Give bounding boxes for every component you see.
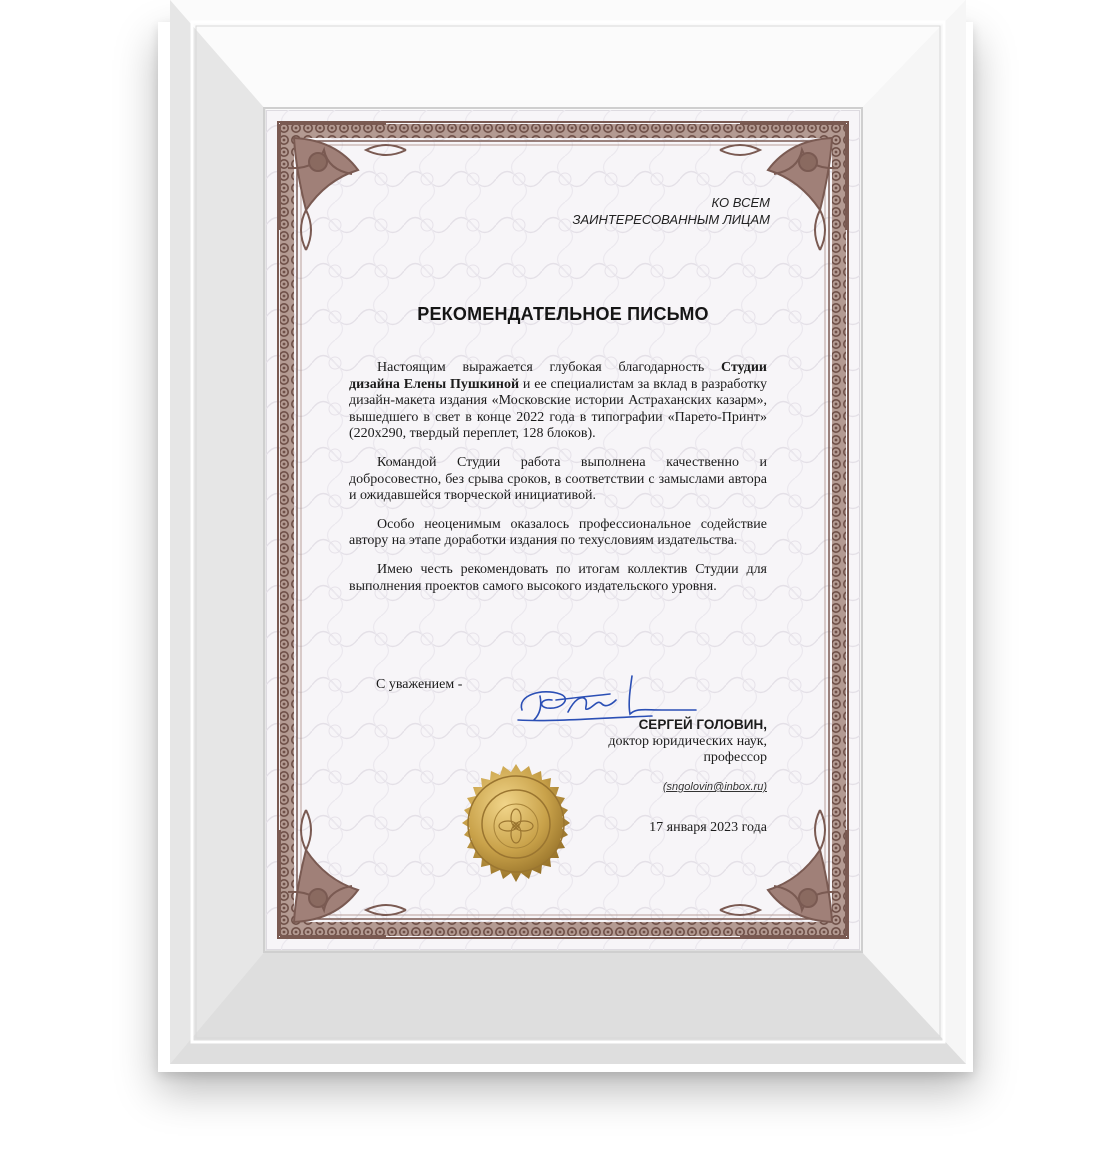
addressee-line-2: ЗАИНТЕРЕСОВАННЫМ ЛИЦАМ: [572, 212, 770, 227]
certificate-paper: [266, 110, 860, 950]
signer-block: [608, 717, 767, 767]
document-title: РЕКОМЕНДАТЕЛЬНОЕ ПИСЬМО: [417, 304, 709, 324]
addressee: [573, 194, 770, 228]
picture-frame: [170, 0, 966, 1064]
paragraph-1: [349, 360, 767, 443]
paragraph-1-end: и ее специалистам за вклад в разработку дизайн-макета издания «Московские истории Астраханских казарм», вышедшего в свет в конце 2022 года в типографии «Парето-Принт» (220х290, твердый переплет, 128 блоков).: [349, 376, 767, 442]
addressee-line-1: КО ВСЕМ: [711, 195, 770, 210]
gold-seal-icon: [454, 762, 578, 886]
paragraph-3: Особо неоценимым оказалось профессиональное содействие автору на этапе доработки издания по техусловиям издательства.: [349, 516, 767, 549]
signer-title-2: профессор: [703, 750, 767, 766]
signer-email: (sngolovin@inbox.ru): [662, 781, 767, 793]
paragraph-1-start: Настоящим выражается глубокая благодарность: [377, 360, 722, 375]
letter-body: [349, 360, 767, 607]
paragraph-4: Имею честь рекомендовать по итогам коллектив Студии для выполнения проектов самого высокого издательского уровня.: [349, 561, 767, 594]
regards: С уважением -: [376, 677, 463, 692]
paragraph-2: Командой Студии работа выполнена качественно и добросовестно, без срыва сроков, в соответствии с замыслами автора и ожидавшейся творческой инициативой.: [349, 454, 767, 504]
signer-name: СЕРГЕЙ ГОЛОВИН,: [638, 717, 767, 732]
letter-date: 17 января 2023 года: [649, 820, 767, 835]
signer-title-1: доктор юридических наук,: [608, 733, 767, 749]
studio-name: Студии дизайна Елены Пушкиной: [349, 360, 767, 392]
